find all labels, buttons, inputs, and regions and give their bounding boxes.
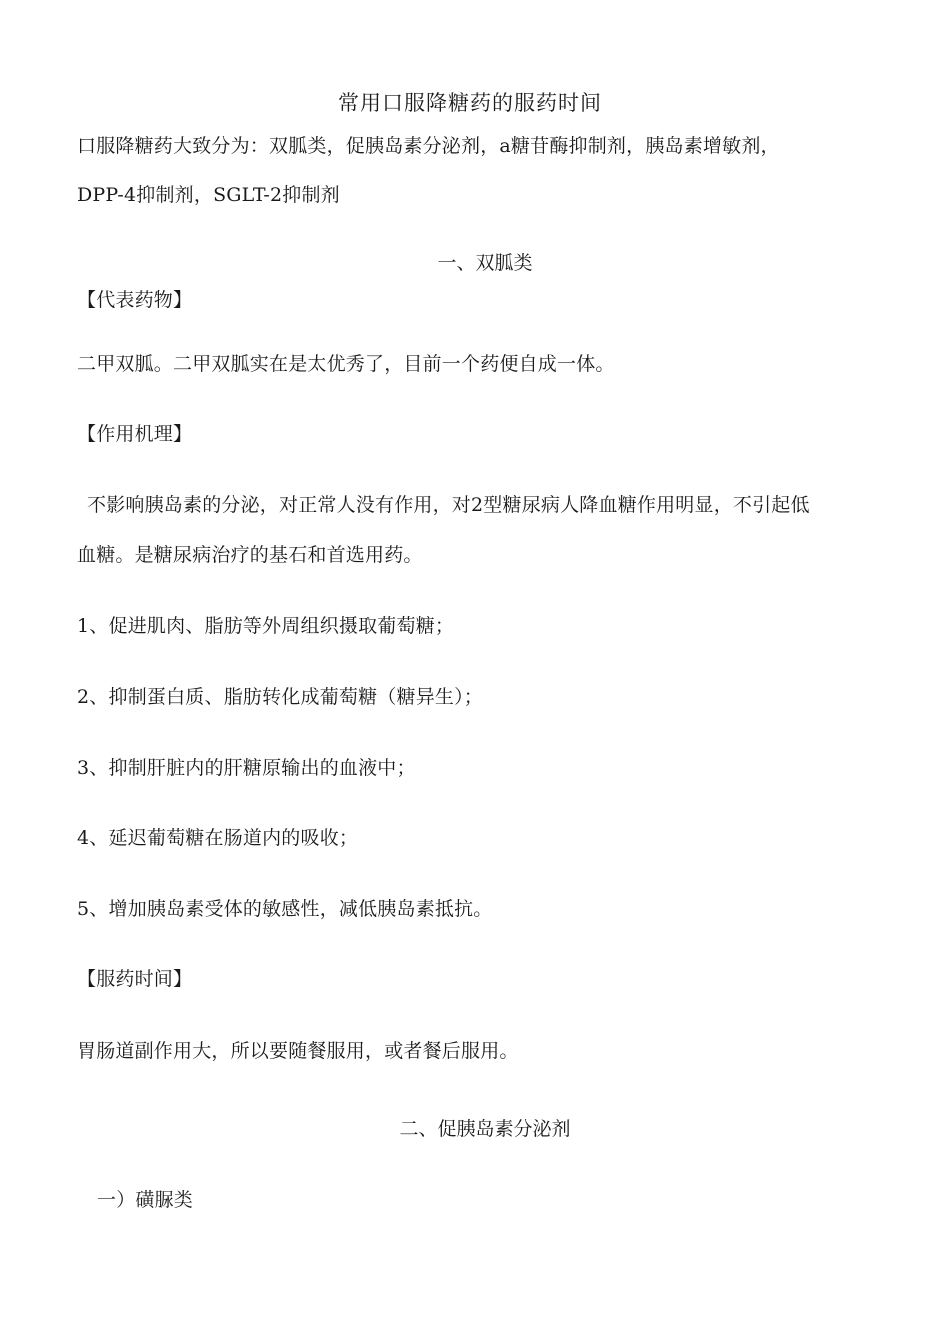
intro-line-2: DPP-4抑制剂，SGLT-2抑制剂 [77, 184, 340, 206]
dosing-time-text: 胃肠道副作用大，所以要随餐服用，或者餐后服用。 [77, 1040, 519, 1062]
mechanism-item: 2、抑制蛋白质、脂肪转化成葡萄糖（糖异生）； [77, 686, 483, 708]
dosing-time-label: 【服药时间】 [77, 968, 193, 990]
subsection-1-heading: 一）磺脲类 [97, 1189, 194, 1211]
mechanism-item: 3、抑制肝脏内的肝糖原输出的血液中； [77, 757, 416, 779]
mechanism-item: 4、延迟葡萄糖在肠道内的吸收； [77, 827, 359, 849]
document-title: 常用口服降糖药的服药时间 [338, 91, 602, 115]
mechanism-line-2: 血糖。是糖尿病治疗的基石和首选用药。 [77, 544, 423, 566]
representative-drug-label: 【代表药物】 [77, 289, 193, 311]
mechanism-label: 【作用机理】 [77, 423, 193, 445]
section-1-heading: 一、双胍类 [437, 252, 533, 274]
mechanism-item: 5、增加胰岛素受体的敏感性，减低胰岛素抵抗。 [77, 898, 493, 920]
representative-drug-text: 二甲双胍。二甲双胍实在是太优秀了，目前一个药便自成一体。 [77, 353, 615, 375]
section-2-heading: 二、促胰岛素分泌剂 [399, 1118, 571, 1140]
mechanism-line-1: 不影响胰岛素的分泌，对正常人没有作用，对2型糖尿病人降血糖作用明显，不引起低 [87, 494, 810, 516]
intro-line-1: 口服降糖药大致分为：双胍类，促胰岛素分泌剂，a糖苷酶抑制剂，胰岛素增敏剂， [77, 135, 780, 157]
mechanism-item: 1、促进肌肉、脂肪等外周组织摄取葡萄糖； [77, 615, 455, 637]
